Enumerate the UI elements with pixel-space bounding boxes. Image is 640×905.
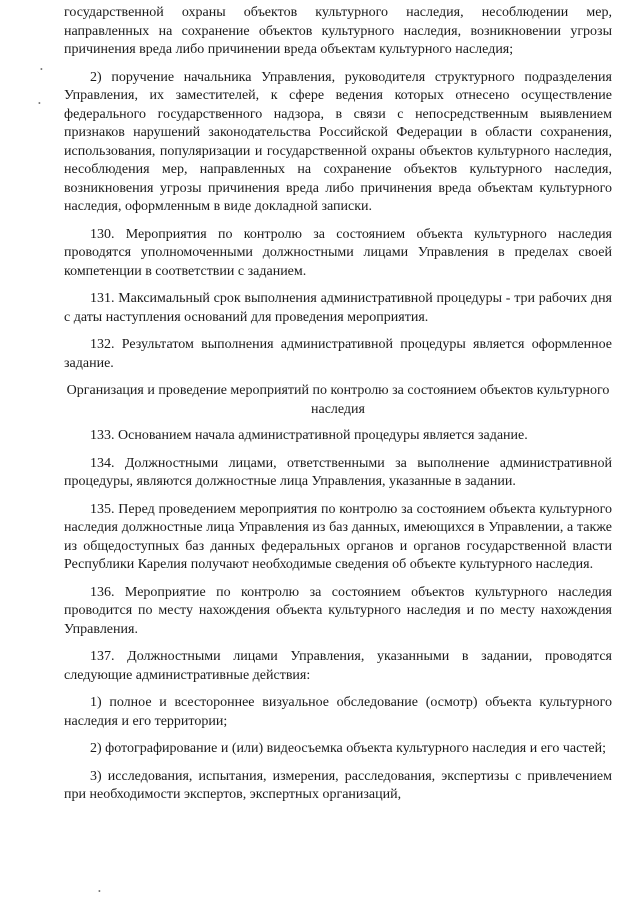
- paragraph-132: 132. Результатом выполнения административной процедуры является оформленное задание.: [64, 337, 612, 371]
- paragraph-item-2: 2) поручение начальника Управления, руководителя структурного подразделения Управления, их заместителей, к сфере ведения которых отнесено осуществление федерального государственного надзора, в связи с непосредственным выявлением признаков нарушений законодательства Российской Федерации в области сохранения, использования, популяризации и государственной охраны объектов культурного наследия, несоблюдения мер, направленных на сохранение объектов культурного наследия, возникновения угрозы причинения вреда либо причинения вреда объектам культурного наследия, оформленным в виде докладной записки.: [64, 69, 612, 214]
- paragraph-continuation: государственной охраны объектов культурного наследия, несоблюдении мер, направленных на сохранение объектов культурного наследия, возникновении угрозы причинения вреда либо причинении вреда объектам культурного наследия;: [64, 5, 612, 57]
- paragraph-137: 137. Должностными лицами Управления, указанными в задании, проводятся следующие административные действия:: [64, 649, 612, 683]
- paragraph-130: 130. Мероприятия по контролю за состоянием объекта культурного наследия проводятся уполномоченными должностными лицами Управления в пределах своей компетенции в соответствии с заданием.: [64, 226, 612, 279]
- scan-speck: •: [40, 65, 43, 74]
- scan-speck: •: [98, 887, 101, 896]
- paragraph-136: 136. Мероприятие по контролю за состоянием объектов культурного наследия проводится по месту нахождения объекта культурного наследия и по месту нахождения Управления.: [64, 584, 612, 637]
- paragraph-135: 135. Перед проведением мероприятия по контролю за состоянием объекта культурного наследия должностные лица Управления из баз данных, имеющихся в Управлении, а также из общедоступных баз данных федеральных органов и органов государственной власти Республики Карелия получают необходимые сведения об объекте культурного наследия.: [64, 501, 612, 572]
- list-item-1: 1) полное и всестороннее визуальное обследование (осмотр) объекта культурного наследия и его территории;: [64, 695, 612, 729]
- paragraph-134: 134. Должностными лицами, ответственными за выполнение административной процедуры, являются должностные лица Управления, указанные в задании.: [64, 455, 612, 489]
- document-page: [64, 4, 612, 814]
- section-heading: Организация и проведение мероприятий по контролю за состоянием объектов культурного наследия: [66, 383, 610, 417]
- paragraph-131: 131. Максимальный срок выполнения административной процедуры - три рабочих дня с даты наступления оснований для проведения мероприятия.: [64, 291, 612, 325]
- list-item-2: 2) фотографирование и (или) видеосъемка объекта культурного наследия и его частей;: [90, 741, 607, 756]
- paragraph-133: 133. Основанием начала административной процедуры является задание.: [90, 428, 528, 443]
- list-item-3: 3) исследования, испытания, измерения, расследования, экспертизы с привлечением при необходимости экспертов, экспертных организаций,: [64, 768, 612, 802]
- scan-speck: •: [38, 99, 41, 108]
